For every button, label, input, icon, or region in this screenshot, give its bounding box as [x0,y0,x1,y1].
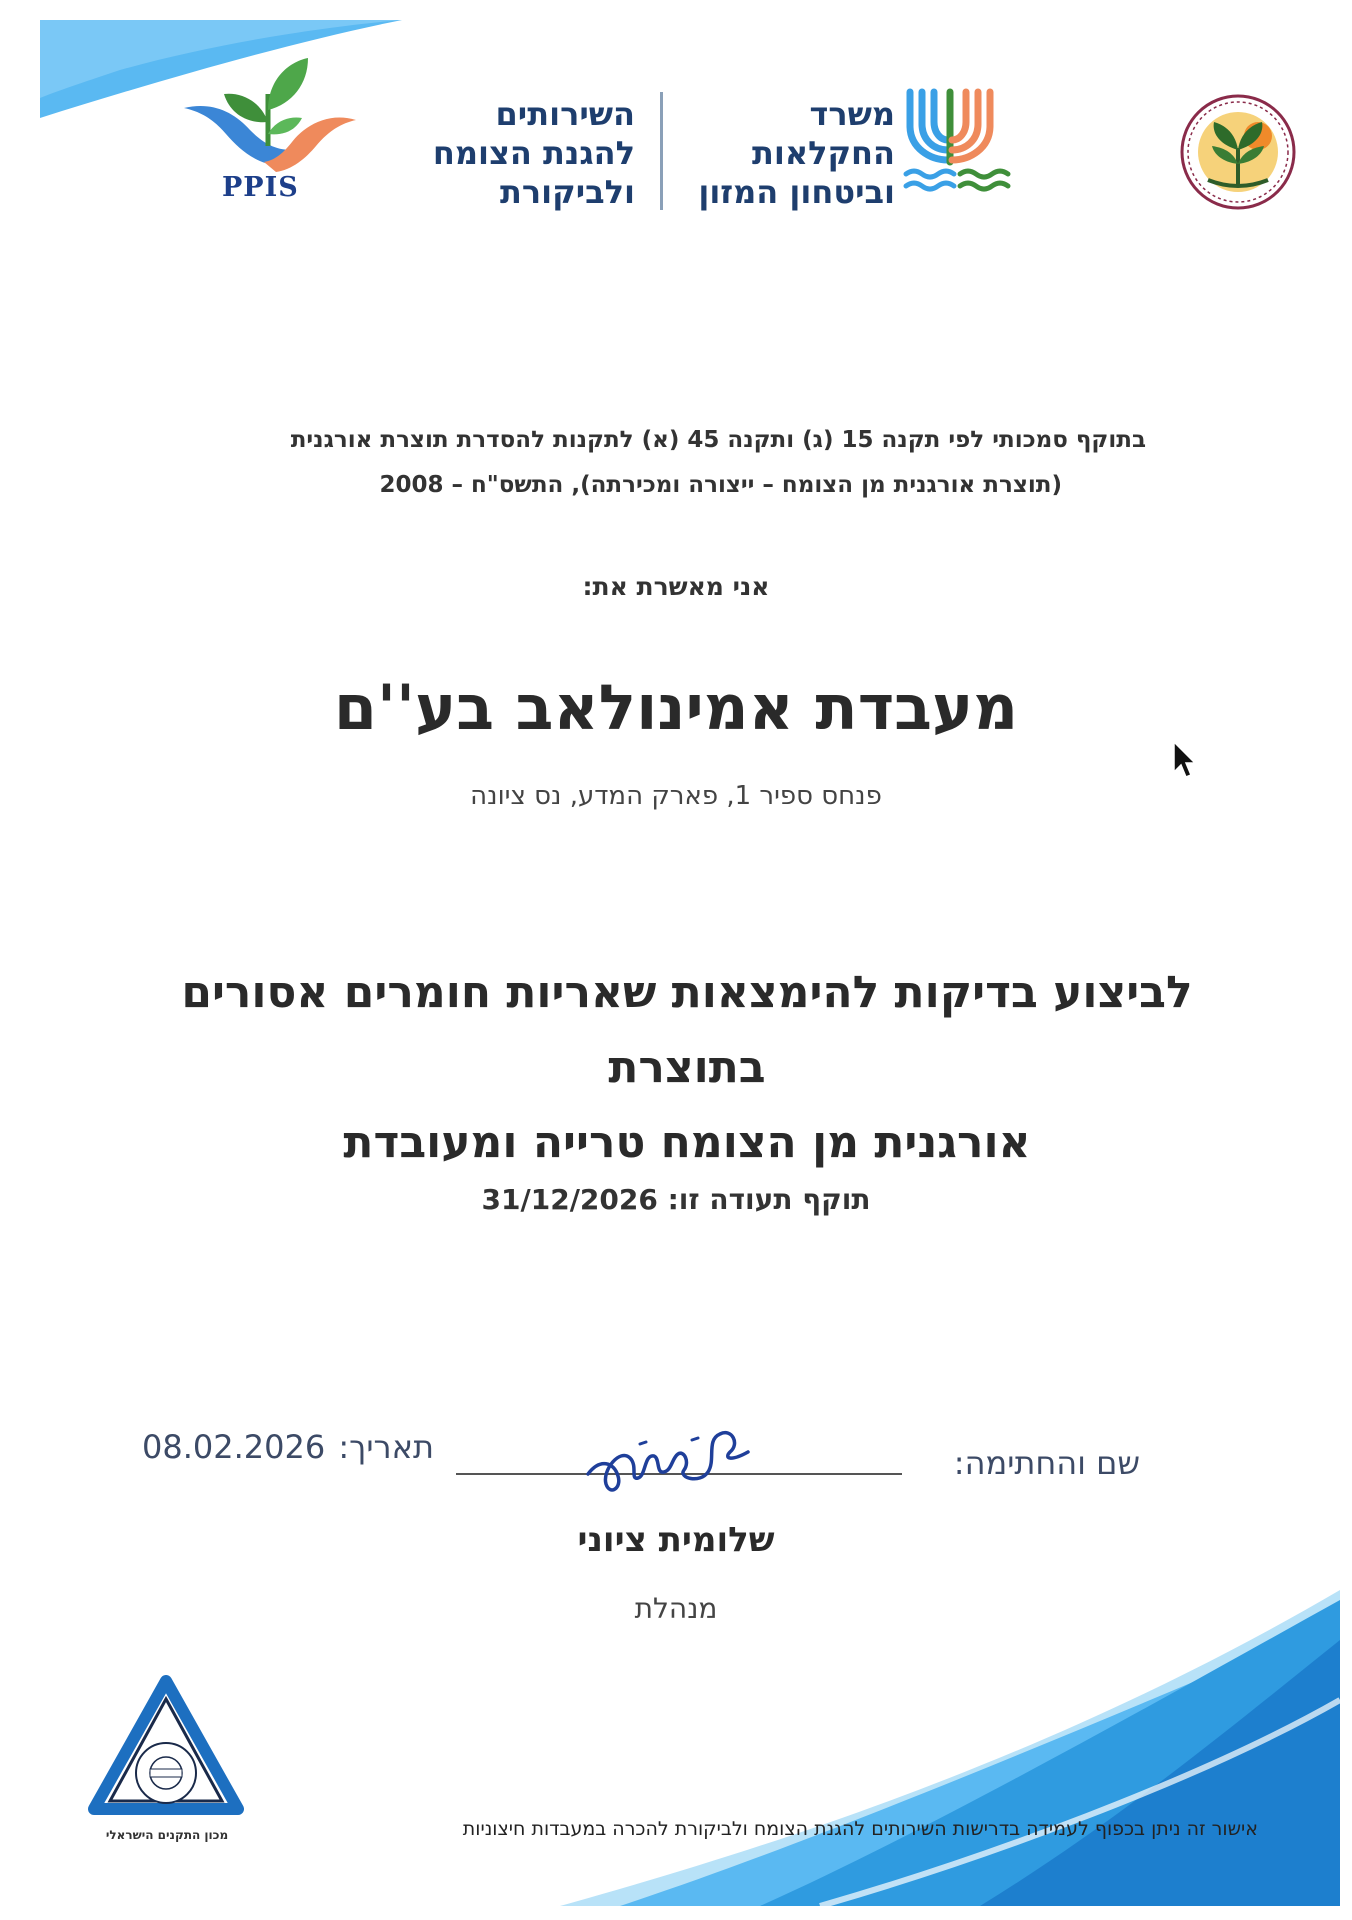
mouse-pointer-icon [1172,740,1198,780]
ministry-name-line: וביטחון המזון [698,173,895,211]
validity-date: 31/12/2026 [481,1183,658,1216]
ppis-name-line: להגנת הצומח [432,134,635,172]
ministry-name-line: משרד [809,95,895,133]
date-label: תאריך: [338,1428,434,1466]
validity-label: תוקף תעודה זו: [667,1183,871,1216]
authority-line: בתוקף סמכותי לפי תקנה 15 (ג) ותקנה 45 (א) לתקנות להסדרת תוצרת אורגנית [290,427,1146,453]
ppis-logo-text: PPIS [222,172,299,203]
iso-institute-name: מכון התקנים הישראלי [105,1828,229,1842]
signature-date: 08.02.2026 [142,1428,326,1466]
ppis-name-line: ולביקורת [500,173,635,211]
scope-line: אורגנית מן הצומח טרייה ומעובדת [343,1117,1031,1168]
ppis-name-line: השירותים [495,95,635,133]
iso-9001-triangle-icon [88,1675,244,1825]
approval-intro: אני מאשרת את: [582,572,770,601]
ministry-name-line: החקלאות [751,134,895,172]
signer-title: מנהלת [634,1592,718,1625]
signer-name: שלומית ציוני [577,1520,775,1560]
lab-name: מעבדת אמינולאב בע''ם [333,671,1019,744]
authority-line: (תוצרת אורגנית מן הצומח – ייצורה ומכירתה), התשס"ח – 2008 [379,472,1062,498]
name-signature-label: שם והחתימה: [953,1444,1140,1482]
scope-line: לביצוע בדיקות להימצאות שאריות חומרים אסורים בתוצרת [181,967,1193,1093]
footer-note: אישור זה ניתן בכפוף לעמידה בדרישות השירותים להגנת הצומח ולביקורת להכרה במעבדות חיצוניות [462,1818,1258,1840]
lab-address: פנחס ספיר 1, פארק המדע, נס ציונה [470,781,882,811]
